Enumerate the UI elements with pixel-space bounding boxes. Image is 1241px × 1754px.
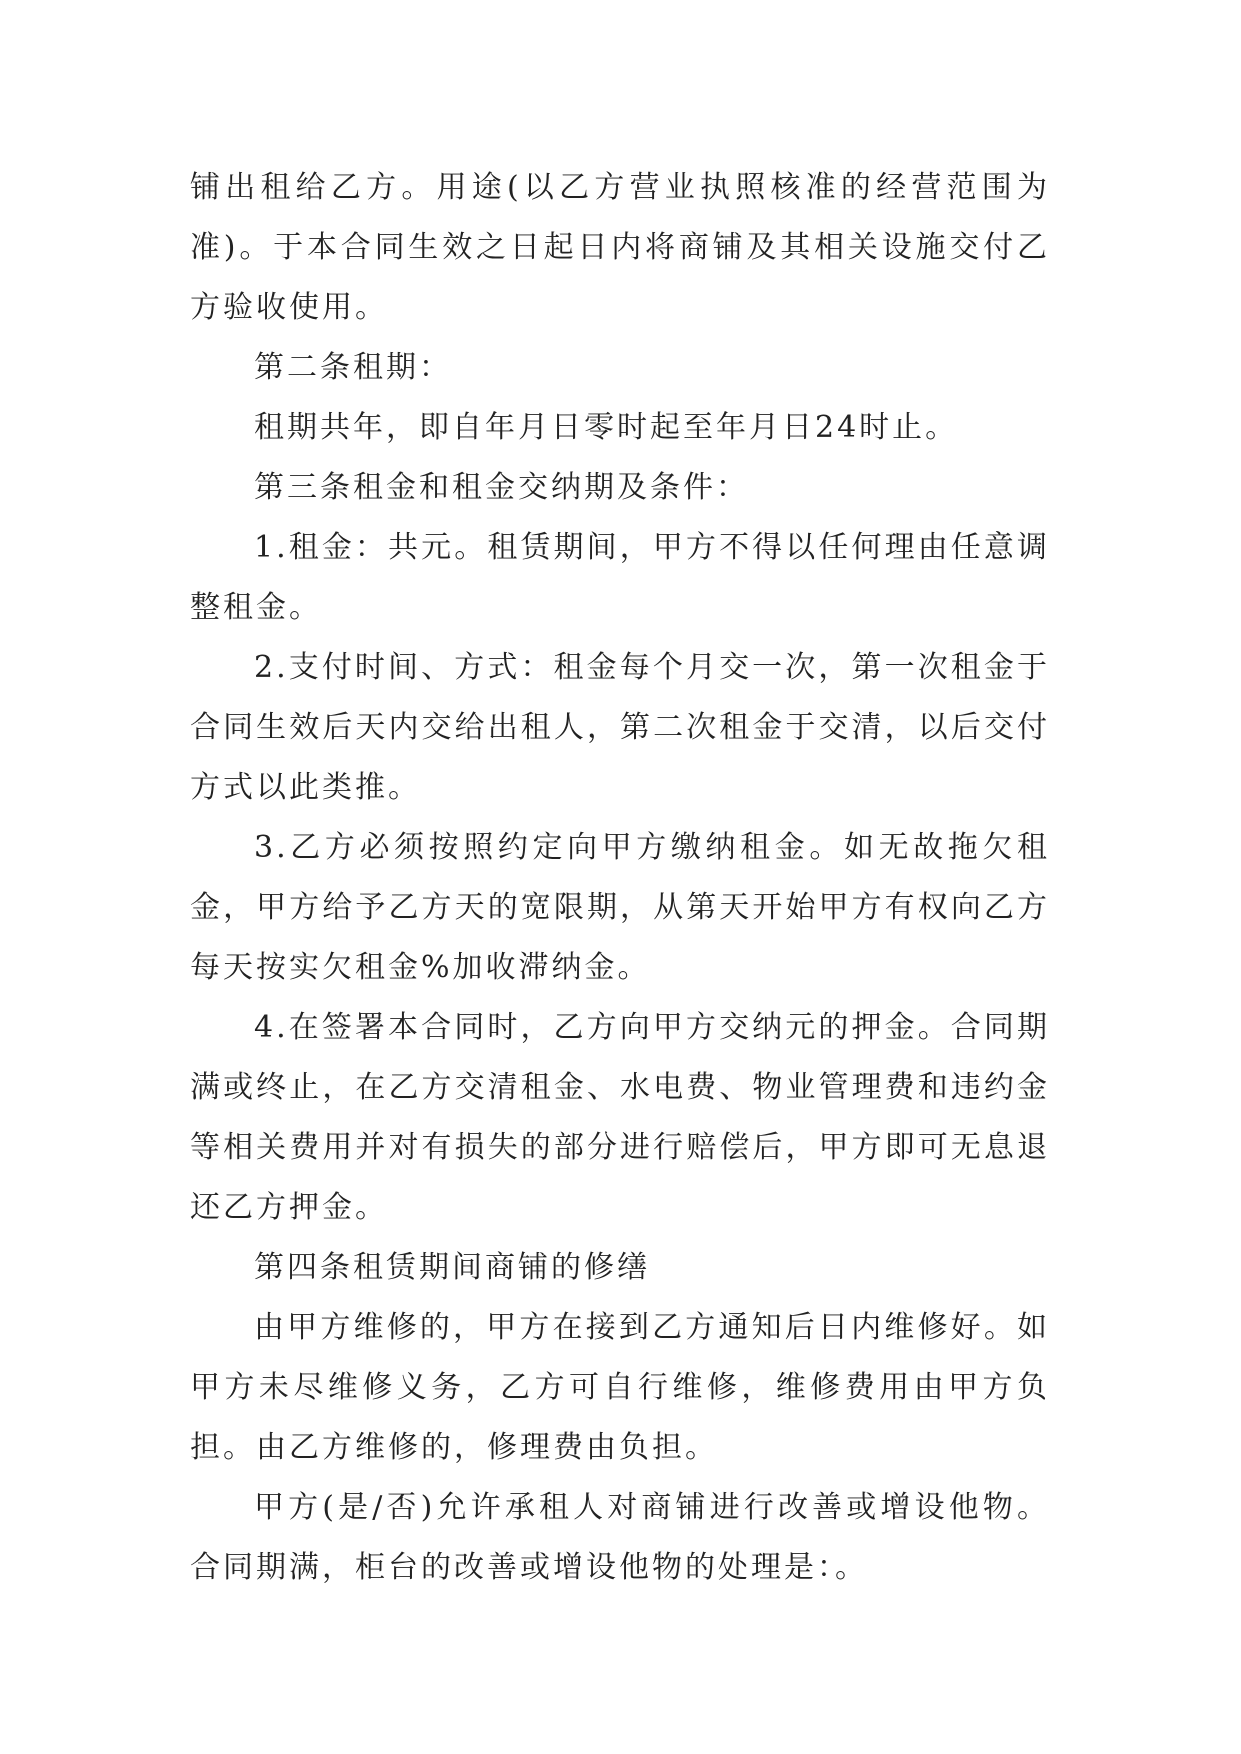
paragraph-usage: 铺出租给乙方。用途(以乙方营业执照核准的经营范围为准)。于本合同生效之日起日内将商铺及其相关设施交付乙方验收使用。	[190, 170, 1050, 325]
paragraph-term-duration: 租期共年，即自年月日零时起至年月日24时止。	[254, 410, 959, 445]
paragraph-deposit: 4.在签署本合同时，乙方向甲方交纳元的押金。合同期满或终止，在乙方交清租金、水电费、物业管理费和违约金等相关费用并对有损失的部分进行赔偿后，甲方即可无息退还乙方押金。	[190, 1010, 1050, 1225]
heading-article-4-repair: 第四条租赁期间商铺的修缮	[254, 1250, 650, 1285]
paragraph-late-fee: 3.乙方必须按照约定向甲方缴纳租金。如无故拖欠租金，甲方给予乙方天的宽限期，从第天开始甲方有权向乙方每天按实欠租金%加收滞纳金。	[190, 830, 1050, 985]
paragraph-rent-amount: 1.租金：共元。租赁期间，甲方不得以任何理由任意调整租金。	[190, 530, 1050, 625]
heading-article-2-term: 第二条租期：	[254, 350, 452, 385]
paragraph-repair-responsibility: 由甲方维修的，甲方在接到乙方通知后日内维修好。如甲方未尽维修义务，乙方可自行维修，维修费用由甲方负担。由乙方维修的，修理费由负担。	[190, 1310, 1050, 1465]
paragraph-payment-method: 2.支付时间、方式：租金每个月交一次，第一次租金于合同生效后天内交给出租人，第二次租金于交清，以后交付方式以此类推。	[190, 650, 1050, 805]
document-body	[190, 158, 1050, 1598]
heading-article-3-rent: 第三条租金和租金交纳期及条件：	[254, 470, 749, 505]
paragraph-improvements: 甲方(是/否)允许承租人对商铺进行改善或增设他物。合同期满，柜台的改善或增设他物的处理是：。	[190, 1490, 1050, 1585]
